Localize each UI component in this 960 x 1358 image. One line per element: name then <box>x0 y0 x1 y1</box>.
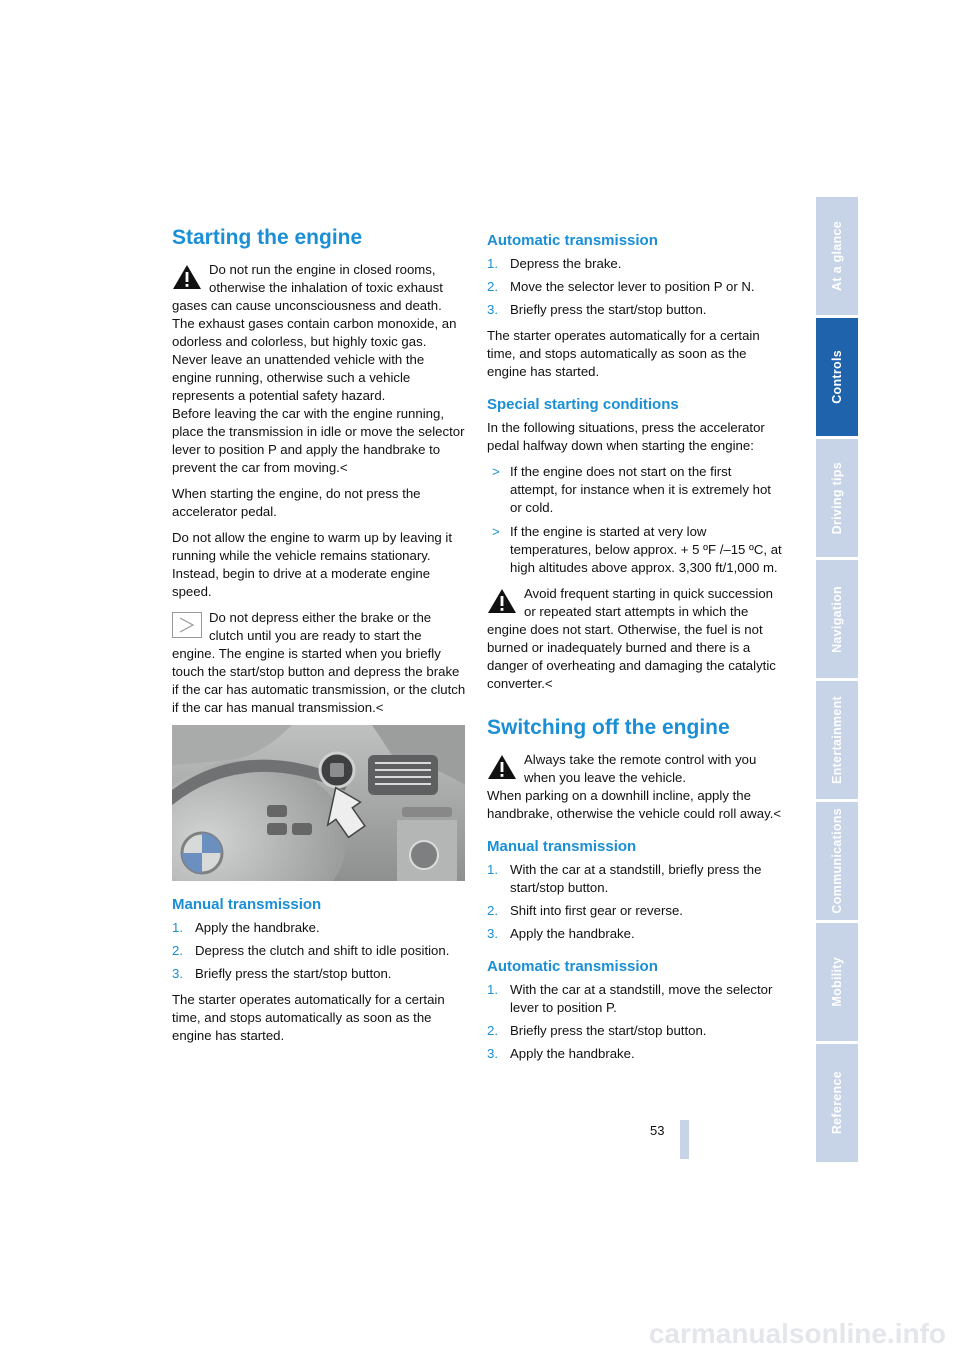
heading-special-conditions: Special starting conditions <box>487 396 679 413</box>
paragraph: Do not allow the engine to warm up by leaving it running while the vehicle remains stationary. Instead, begin to drive at a moderate engine speed. <box>172 530 453 599</box>
tab-communications[interactable]: Communications <box>816 802 858 920</box>
list-item: 2. Briefly press the start/stop button. <box>487 1023 707 1038</box>
list-item: 2. Move the selector lever to position P or N. <box>487 279 755 294</box>
list-item: 1. Depress the brake. <box>487 256 622 271</box>
warning-remote-control: Always take the remote control with you when you leave the vehicle. When parking on a downhill incline, apply the handbrake, otherwise the vehicle could roll away.< <box>487 752 782 821</box>
warning-triangle-icon <box>172 264 202 290</box>
paragraph: In the following situations, press the accelerator pedal halfway down when starting the engine: <box>487 420 765 453</box>
list-item: 3. Apply the handbrake. <box>487 1046 635 1061</box>
heading-automatic-transmission: Automatic transmission <box>487 232 658 249</box>
list-item: > If the engine does not start on the first attempt, for instance when it is extremely hot or cold. <box>492 464 771 515</box>
tab-at-a-glance[interactable]: At a glance <box>816 197 858 315</box>
tab-driving-tips[interactable]: Driving tips <box>816 439 858 557</box>
heading-manual-transmission: Manual transmission <box>172 896 322 913</box>
watermark: carmanualsonline.info <box>648 1318 946 1349</box>
list-item: 2. Shift into first gear or reverse. <box>487 903 683 918</box>
tab-mobility[interactable]: Mobility <box>816 923 858 1041</box>
warning-exhaust: Do not run the engine in closed rooms, otherwise the inhalation of toxic exhaust gases can cause unconsciousness and death. The exhaust gases contain carbon monoxide, an odorless and colorless, but highly toxic gas. Never leave an unattended vehicle with the engine running, otherwise such a vehicle represents a potential safety hazard. Before leaving the car with the engine running, place the transmission in idle or move the selector lever to position P and apply the handbrake to prevent the car from moving.< <box>172 262 465 475</box>
page-marker-bar <box>680 1120 689 1159</box>
paragraph: The starter operates automatically for a certain time, and stops automatically as soon as the engine has started. <box>487 328 760 379</box>
off-manual-steps <box>487 861 782 943</box>
paragraph: When starting the engine, do not press the accelerator pedal. <box>172 486 421 519</box>
section-title-starting: Starting the engine <box>172 226 363 249</box>
heading-manual-transmission: Manual transmission <box>487 838 637 855</box>
left-column <box>172 225 467 1053</box>
list-item: 3. Briefly press the start/stop button. <box>172 966 392 981</box>
chapter-tabs <box>816 197 858 1165</box>
heading-automatic-transmission: Automatic transmission <box>487 958 658 975</box>
warning-triangle-icon <box>487 588 517 614</box>
off-auto-steps <box>487 981 782 1063</box>
note-brake-clutch: Do not depress either the brake or the clutch until you are ready to start the engine. The engine is started when you briefly touch the start/stop button and depress the brake if the car has automatic transmission, or the clutch if the car has manual transmission.< <box>172 610 466 715</box>
manual-steps <box>172 919 467 983</box>
special-bullets <box>487 463 782 577</box>
tab-navigation[interactable]: Navigation <box>816 560 858 678</box>
list-item: > If the engine is started at very low temperatures, below approx. + 5 ºF /–15 ºC, at high altitudes above approx. 3,300 ft/1,000 m. <box>492 524 782 575</box>
list-item: 1. Apply the handbrake. <box>172 920 320 935</box>
warning-triangle-icon <box>487 754 517 780</box>
list-item: 3. Apply the handbrake. <box>487 926 635 941</box>
section-title-switching-off: Switching off the engine <box>487 716 730 739</box>
paragraph: The starter operates automatically for a certain time, and stops automatically as soon as the engine has started. <box>172 992 445 1043</box>
tab-reference[interactable]: Reference <box>816 1044 858 1162</box>
page-number: 53 <box>650 1123 665 1138</box>
note-arrow-icon <box>172 612 202 638</box>
warning-frequent-starting: Avoid frequent starting in quick succession or repeated start attempts in which the engine does not start. Otherwise, the fuel is not burned or inadequately burned and there is a danger of overheating and damaging the catalytic converter.< <box>487 586 776 691</box>
list-item: 1. With the car at a standstill, briefly press the start/stop button. <box>487 862 762 895</box>
list-item: 1. With the car at a standstill, move the selector lever to position P. <box>487 982 773 1015</box>
dashboard-photo <box>172 725 465 881</box>
tab-entertainment[interactable]: Entertainment <box>816 681 858 799</box>
right-column <box>487 231 782 1071</box>
list-item: 2. Depress the clutch and shift to idle position. <box>172 943 450 958</box>
auto-steps <box>487 255 782 319</box>
list-item: 3. Briefly press the start/stop button. <box>487 302 707 317</box>
tab-controls[interactable]: Controls <box>816 318 858 436</box>
